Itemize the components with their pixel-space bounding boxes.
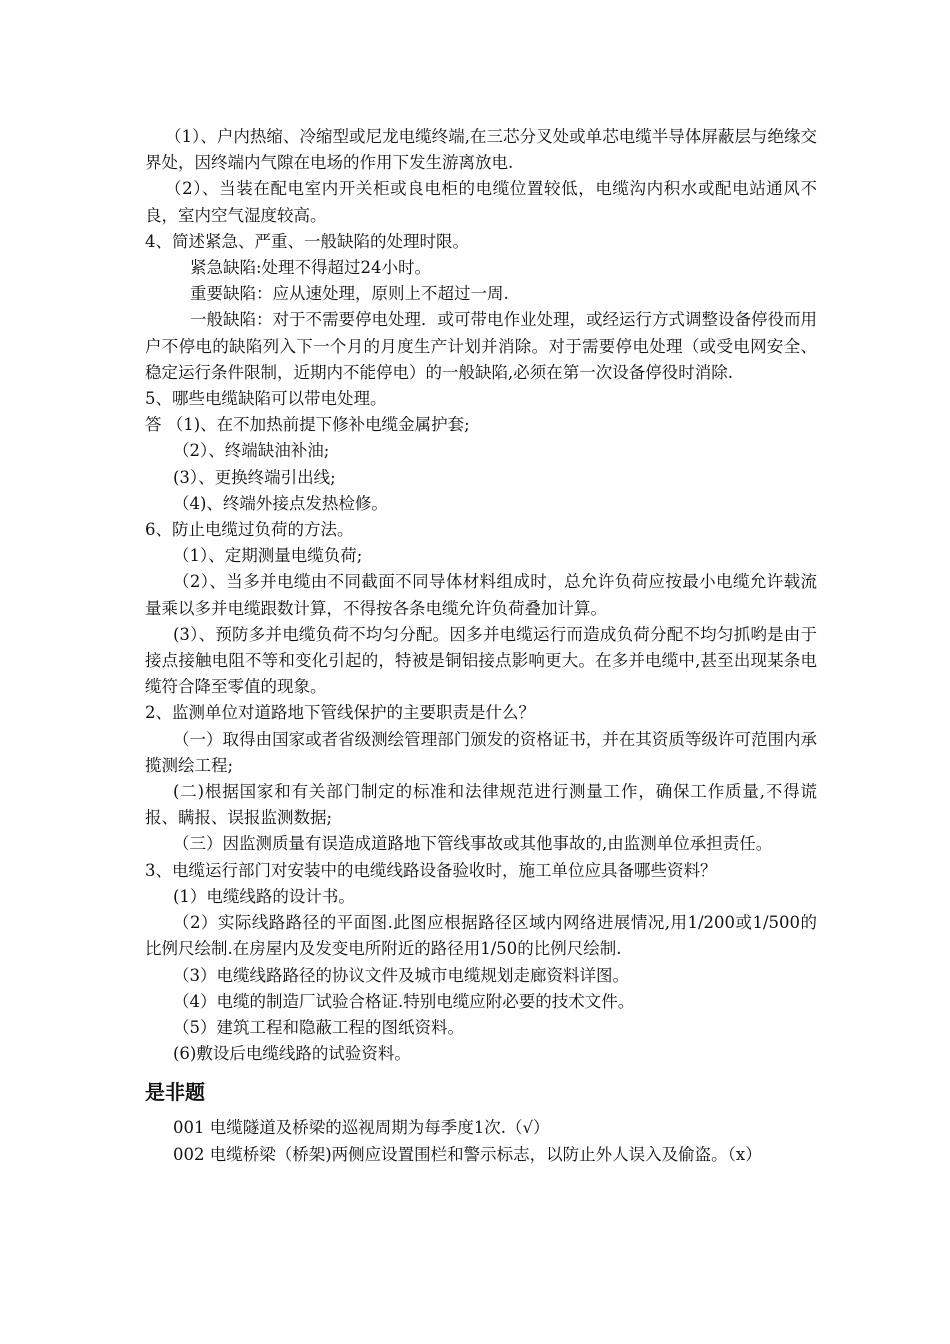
paragraph: （2）、当装在配电室内开关柜或良电柜的电缆位置较低，电缆沟内积水或配电站通风不良，室内空气湿度较高。 <box>145 179 817 225</box>
answer-line: (1）电缆线路的设计书。 <box>173 886 355 906</box>
paragraph: (3）、预防多并电缆负荷不均匀分配。因多并电缆运行而造成负荷分配不均匀抓哟是由于接点接触电阻不等和变化引起的，特被是铜铝接点影响更大。在多并电缆中,甚至出现某条电缆符合降至零值的现象。 <box>145 624 817 697</box>
section-title: 是非题 <box>145 1080 205 1105</box>
answer-line: （4）电缆的制造厂试验合格证.特别电缆应附必要的技术文件。 <box>173 991 635 1011</box>
document-page <box>145 124 817 1168</box>
answer-line: (6)敷设后电缆线路的试验资料。 <box>173 1044 411 1064</box>
answer-line: （5）建筑工程和隐蔽工程的图纸资料。 <box>173 1017 464 1037</box>
true-false-item: 001 电缆隧道及桥梁的巡视周期为每季度1次.（√） <box>173 1118 550 1138</box>
paragraph: （1）、户内热缩、冷缩型或尼龙电缆终端,在三芯分叉处或单芯电缆半导体屏蔽层与绝缘交界处，因终端内气隙在电场的作用下发生游离放电. <box>145 127 817 173</box>
paragraph: (二)根据国家和有关部门制定的标准和法律规范进行测量工作，确保工作质量,不得谎报、瞒报、误报监测数据; <box>145 782 817 828</box>
answer-line: （3）电缆线路路径的协议文件及城市电缆规划走廊资料详图。 <box>173 965 629 985</box>
paragraph: 紧急缺陷:处理不得超过24小时。 <box>190 258 432 278</box>
question-heading: 5、哪些电缆缺陷可以带电处理。 <box>145 389 387 409</box>
question-heading: 6、防止电缆过负荷的方法。 <box>145 520 354 540</box>
paragraph: 重要缺陷：应从速处理，原则上不超过一周. <box>190 284 509 304</box>
paragraph: （三）因监测质量有误造成道路地下管线事故或其他事故的,由监测单位承担责任。 <box>173 834 773 854</box>
paragraph: （2）、当多并电缆由不同截面不同导体材料组成时，总允许负荷应按最小电缆允许载流量乘以多并电缆跟数计算，不得按各条电缆允许负荷叠加计算。 <box>145 572 817 618</box>
question-heading: 4、简述紧急、严重、一般缺陷的处理时限。 <box>145 231 469 251</box>
true-false-item: 002 电缆桥梁（桥架)两侧应设置围栏和警示标志，以防止外人误入及偷盗。（x） <box>173 1144 762 1164</box>
answer-line: (3）、更换终端引出线; <box>173 467 336 487</box>
paragraph: 一般缺陷：对于不需要停电处理．或可带电作业处理，或经运行方式调整设备停役而用户不停电的缺陷列入下一个月的月度生产计划并消除。对于需要停电处理（或受电网安全、稳定运行条件限制，近期内不能停电）的一般缺陷,必须在第一次设备停役时消除. <box>145 310 817 382</box>
answer-line: （2）、终端缺油补油; <box>173 441 330 461</box>
answer-line: 答 （1)、在不加热前提下修补电缆金属护套; <box>145 415 470 435</box>
paragraph: （2）实际线路路径的平面图.此图应根据路径区域内网络进展情况,用1/200或1/500的比例尺绘制.在房屋内及发变电所附近的路径用1/50的比例尺绘制. <box>145 913 817 959</box>
answer-line: （1）、定期测量电缆负荷; <box>173 546 363 566</box>
question-heading: 3、电缆运行部门对安装中的电缆线路设备验收时，施工单位应具备哪些资料？ <box>145 860 717 880</box>
question-heading: 2、监测单位对道路地下管线保护的主要职责是什么？ <box>145 703 535 723</box>
answer-line: （4)、终端外接点发热检修。 <box>173 493 388 513</box>
paragraph: （一）取得由国家或者省级测绘管理部门颁发的资格证书，并在其资质等级许可范围内承揽测绘工程; <box>145 729 817 775</box>
